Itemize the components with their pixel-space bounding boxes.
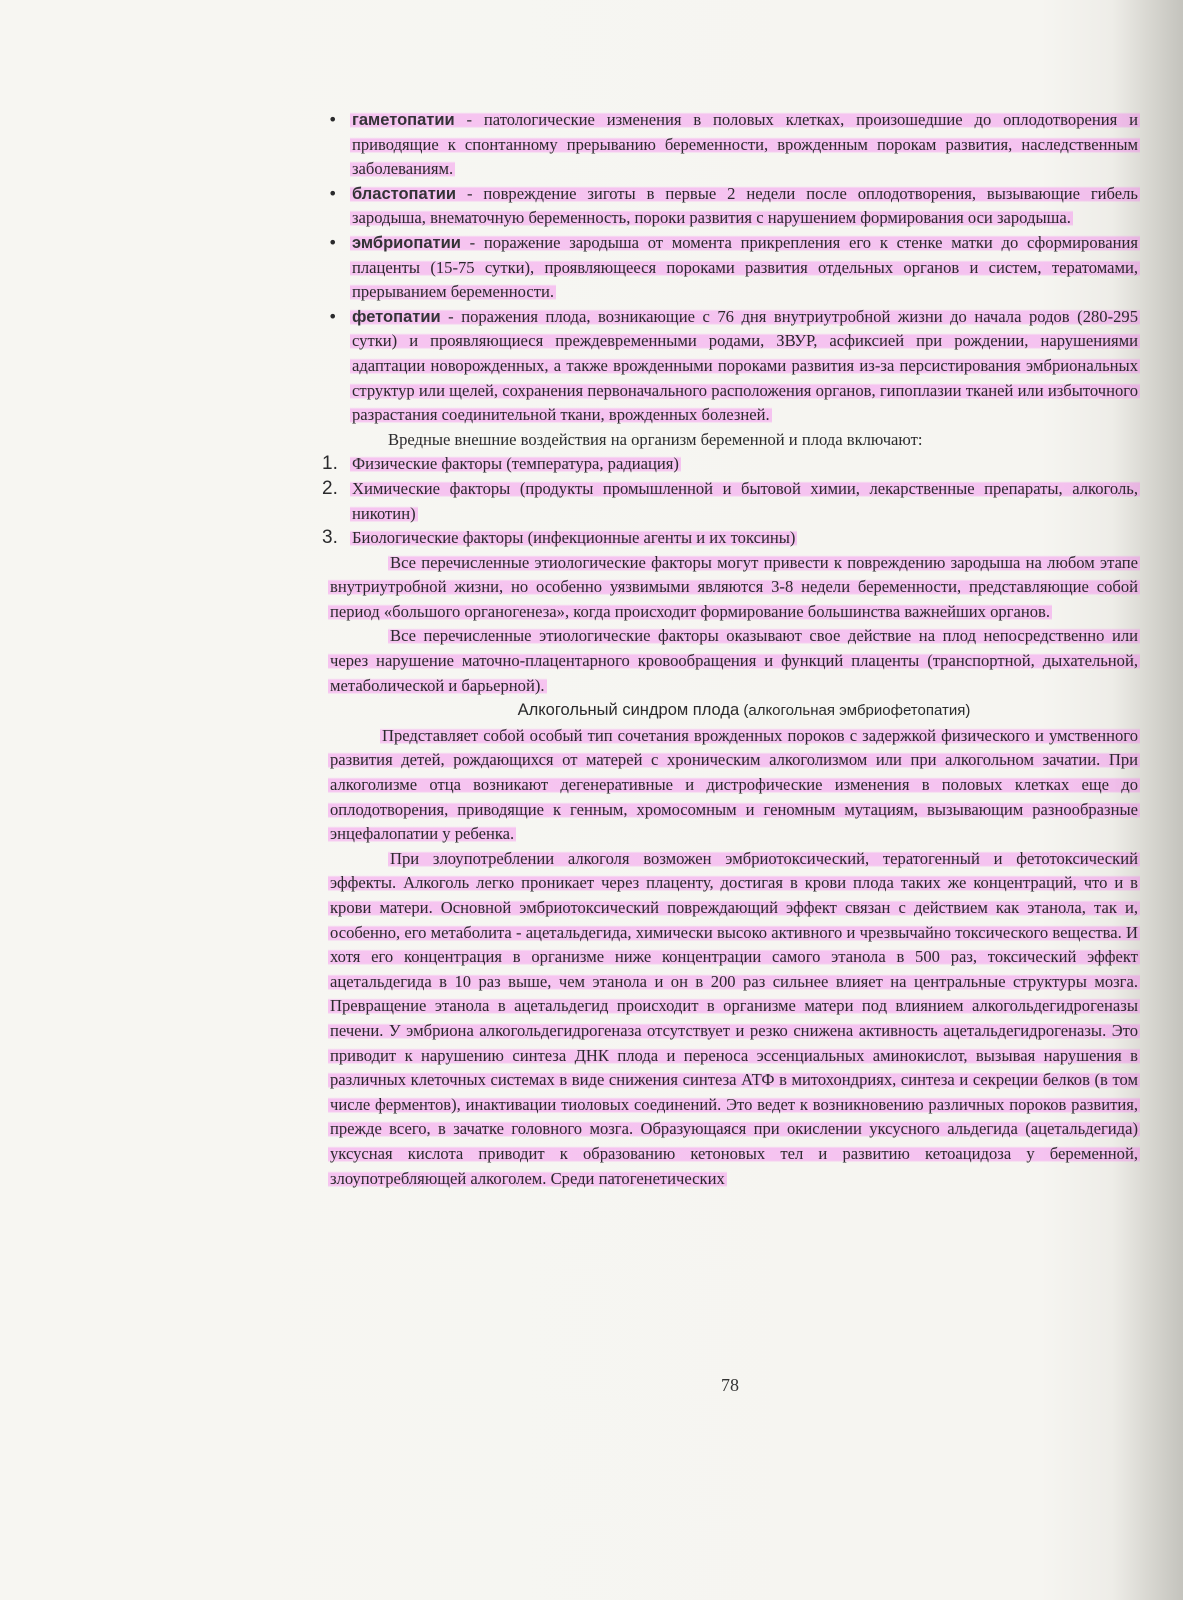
page-content — [322, 108, 1140, 1191]
list-number: 2. — [322, 477, 338, 499]
heading-title: Алкогольный синдром плода — [517, 701, 740, 720]
term-name: гаметопатии — [352, 111, 455, 129]
term-name: эмбриопатии — [352, 233, 461, 252]
term-definition: - поражения плода, возникающие с 76 дня внутриутробной жизни до начала родов (280-295 сутки) и проявляющиеся преждевременными родами, ЗВУР, асфиксией при рождении, нарушениями адаптации новорожденных, а также врожденными пороками развития из-за персистирования эмбриональных структур или щелей, сохранения первоначального расположения органов, гипоплазии тканей или избыточного разрастания соединительной ткани, врожденных болезней. — [352, 306, 1138, 425]
list-number: 1. — [322, 453, 338, 475]
page-number: 78 — [721, 1375, 739, 1395]
factor-text: Физические факторы (температура, радиация) — [352, 454, 679, 474]
paragraph-etiology — [328, 551, 1140, 625]
highlighted-text: При злоупотреблении алкоголя возможен эмбриотоксический, тератогенный и фетотоксический эффекты. Алкоголь легко проникает через плаценту, достигая в крови плода таких же концентраций, что и в крови матери. Основной эмбриотоксический повреждающий эффект связан с действием как этанола, так и, особенно, его метаболита - ацетальдегида, химически высоко активного и чрезвычайно токсического вещества. И хотя его концентрация в организме ниже концентрации самого этанола в 500 раз, токсический эффект ацетальдегида в 10 раз выше, чем этанола и он в 200 раз сильнее влияет на центральные структуры мозга. Превращение этанола в ацетальдегид происходит в организме матери под влиянием алкогольдегидрогеназы печени. У эмбриона алкогольдегидрогеназа отсутствует и резко снижена активность ацетальдегидрогеназы. Это приводит к нарушению синтеза ДНК плода и переноса эссенциальных аминокислот, вызывая нарушения в различных клеточных системах в виде снижения синтеза АТФ в митохондриях, синтеза и секреции белков (в том числе ферментов), инактивации тиоловых соединений. Это ведет к возникновению различных пороков развития, прежде всего, в зачатке головного мозга. Образующаяся при окислении уксусного альдегида (ацетальдегида) уксусная кислота приводит к образованию кетоновых тел и развитию кетоацидоза у беременной, злоупотребляющей алкоголем. Среди патогенетических — [330, 848, 1138, 1188]
list-item — [328, 182, 1140, 231]
bullet-icon: • — [328, 306, 338, 326]
list-item — [328, 108, 1140, 182]
highlighted-text: Все перечисленные этиологические факторы могут привести к повреждению зародыша на любом этапе внутриутробной жизни, но особенно уязвимыми являются 3-8 недели беременности, представляющие собой период «большого органогенеза», когда происходит формирование большинства важнейших органов. — [330, 552, 1138, 621]
term-name: бластопатии — [352, 184, 457, 203]
factor-text: Биологические факторы (инфекционные агенты и их токсины) — [352, 528, 796, 548]
bullet-icon: • — [328, 232, 338, 252]
list-item — [328, 305, 1140, 428]
bullet-icon: • — [328, 110, 338, 129]
harmful-factors-list — [322, 452, 1140, 550]
list-item — [322, 452, 1140, 477]
list-item — [322, 526, 1140, 551]
highlighted-text: Представляет собой особый тип сочетания врожденных пороков с задержкой физического и умственного развития детей, рождающихся от матерей с хроническим алкоголизмом или при алкогольном зачатии. При алкоголизме отца возникают дегенеративные и дистрофические изменения в половых клетках еще до оплодотворения, приводящие к генным, хромосомным и геномным мутациям, вызывающим разнообразные энцефалопатии у ребенка. — [330, 725, 1138, 844]
list-item — [322, 477, 1140, 526]
highlighted-text — [350, 184, 1140, 228]
term-definition: - патологические изменения в половых клетках, произошедшие до оплодотворения и приводящие к спонтанному прерыванию беременности, врожденным порокам развития, наследственным заболеваниям. — [352, 110, 1138, 179]
term-definition: - поражение зародыша от момента прикрепления его к стенке матки до сформирования плаценты (15-75 сутки), проявляющееся пороками развития отдельных органов и систем, тератомами, прерыванием беременности. — [352, 232, 1138, 302]
list-item — [328, 231, 1140, 305]
term-definition: - повреждение зиготы в первые 2 недели после оплодотворения, вызывающие гибель зародыша, внематочную беременность, пороки развития с нарушением формирования оси зародыша. — [352, 183, 1138, 228]
paragraph-action — [328, 624, 1140, 698]
list-number: 3. — [322, 527, 338, 549]
highlighted-text — [350, 307, 1140, 424]
highlighted-text: Все перечисленные этиологические факторы оказывают свое действие на плод непосредственно или через нарушение маточно-плацентарного кровообращения и функций плаценты (транспортной, дыхательной, метаболической и барьерной). — [330, 626, 1138, 695]
heading-subtitle: (алкогольная эмбриофетопатия) — [739, 702, 971, 720]
factors-intro: Вредные внешние воздействия на организм беременной и плода включают: — [388, 429, 923, 449]
highlighted-text — [350, 233, 1140, 301]
term-name: фетопатии — [352, 307, 441, 326]
highlighted-text — [350, 110, 1140, 178]
section-heading — [328, 698, 1140, 724]
paragraph-definition — [328, 724, 1140, 847]
factor-text: Химические факторы (продукты промышленной и бытовой химии, лекарственные препараты, алкоголь, никотин) — [352, 478, 1138, 523]
pathology-terms-list — [328, 108, 1140, 428]
paragraph-pathogenesis — [328, 847, 1140, 1191]
bullet-icon: • — [328, 183, 338, 203]
